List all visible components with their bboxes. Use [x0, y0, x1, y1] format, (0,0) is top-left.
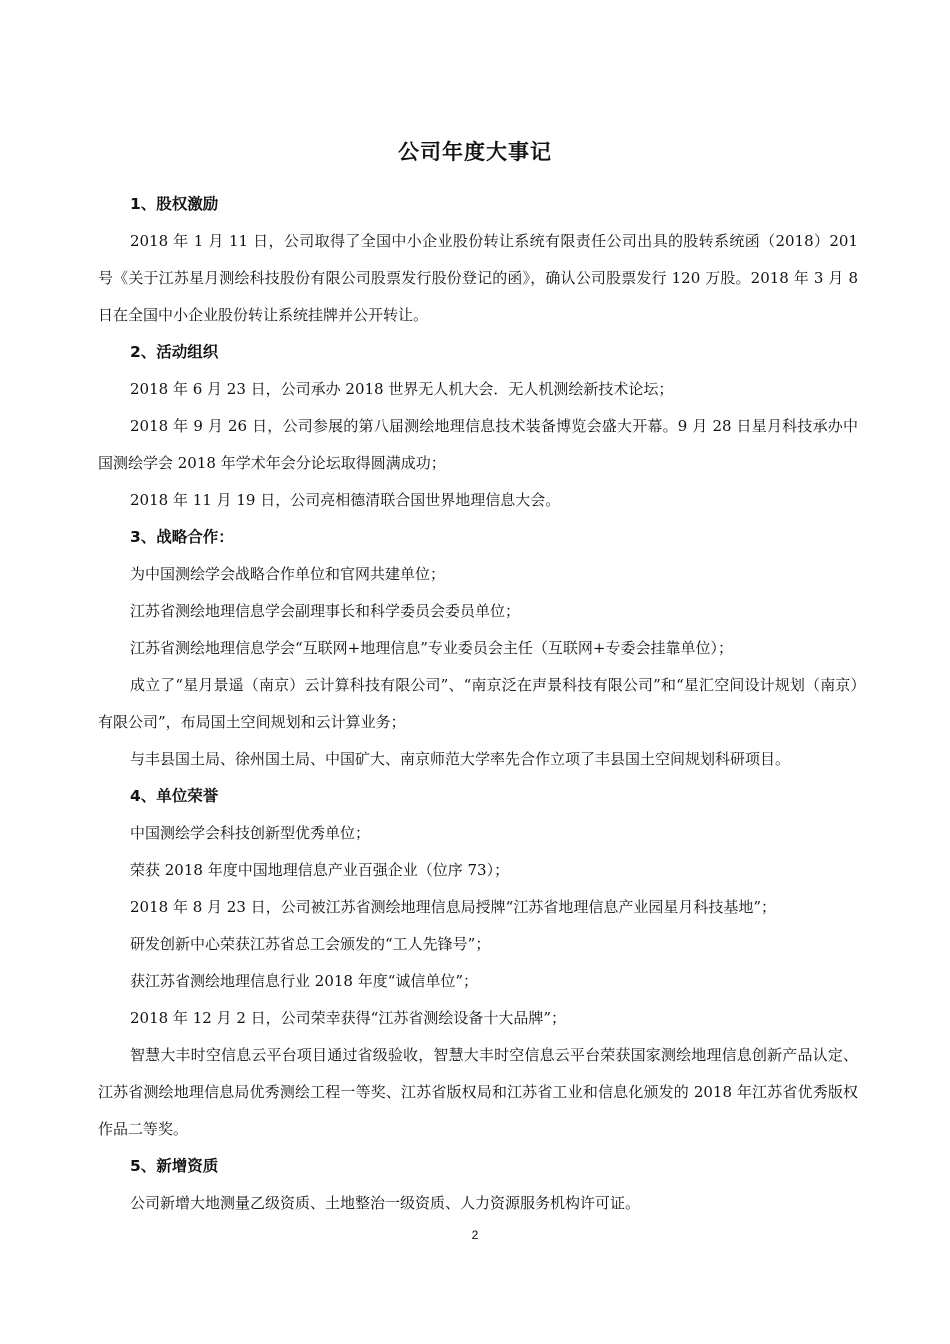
section-new-qualifications	[98, 1148, 858, 1222]
section-heading: 3、战略合作：	[130, 528, 234, 546]
paragraph: 2018 年 9 月 26 日，公司参展的第八届测绘地理信息技术装备博览会盛大开幕。9 月 28 日星月科技承办中国测绘学会 2018 年学术年会分论坛取得圆满成功；	[98, 417, 858, 472]
paragraph: 2018 年 6 月 23 日，公司承办 2018 世界无人机大会．无人机测绘新技术论坛；	[130, 380, 674, 398]
paragraph: 荣获 2018 年度中国地理信息产业百强企业（位序 73）；	[130, 861, 510, 879]
paragraph: 为中国测绘学会战略合作单位和官网共建单位；	[130, 565, 446, 583]
section-heading: 5、新增资质	[130, 1157, 219, 1175]
section-activities	[98, 334, 858, 519]
paragraph: 公司新增大地测量乙级资质、土地整治一级资质、人力资源服务机构许可证。	[130, 1194, 641, 1212]
section-heading: 2、活动组织	[130, 343, 219, 361]
section-strategic-cooperation	[98, 519, 858, 778]
section-heading: 4、单位荣誉	[130, 787, 219, 805]
paragraph: 江苏省测绘地理信息学会副理事长和科学委员会委员单位；	[130, 602, 521, 620]
paragraph: 与丰县国土局、徐州国土局、中国矿大、南京师范大学率先合作立项了丰县国土空间规划科研项目。	[130, 750, 791, 768]
section-heading: 1、股权激励	[130, 195, 219, 213]
paragraph: 智慧大丰时空信息云平台项目通过省级验收，智慧大丰时空信息云平台荣获国家测绘地理信息创新产品认定、江苏省测绘地理信息局优秀测绘工程一等奖、江苏省版权局和江苏省工业和信息化颁发的 2018 年江苏省优秀版权作品二等奖。	[98, 1046, 858, 1138]
paragraph: 中国测绘学会科技创新型优秀单位；	[130, 824, 371, 842]
paragraph: 2018 年 8 月 23 日，公司被江苏省测绘地理信息局授牌“江苏省地理信息产业园星月科技基地”；	[130, 898, 776, 916]
section-honors	[98, 778, 858, 1148]
document-body	[98, 186, 858, 1222]
paragraph: 江苏省测绘地理信息学会“互联网+地理信息”专业委员会主任（互联网+专委会挂靠单位）；	[130, 639, 733, 657]
paragraph: 2018 年 12 月 2 日，公司荣幸获得“江苏省测绘设备十大品牌”；	[130, 1009, 566, 1027]
paragraph: 2018 年 11 月 19 日，公司亮相德清联合国世界地理信息大会。	[130, 491, 561, 509]
paragraph: 2018 年 1 月 11 日，公司取得了全国中小企业股份转让系统有限责任公司出具的股转系统函（2018）201 号《关于江苏星月测绘科技股份有限公司股票发行股份登记的函》，确认公司股票发行 120 万股。2018 年 3 月 8 日在全国中小企业股份转让系统挂牌并公开转让。	[98, 232, 858, 324]
page-number: 2	[471, 1228, 479, 1242]
section-equity-incentive	[98, 186, 858, 334]
paragraph: 获江苏省测绘地理信息行业 2018 年度“诚信单位”；	[130, 972, 479, 990]
document-title: 公司年度大事记	[398, 140, 552, 164]
paragraph: 成立了“星月景遥（南京）云计算科技有限公司”、“南京泛在声景科技有限公司”和“星汇空间设计规划（南京）有限公司”，布局国土空间规划和云计算业务；	[98, 676, 858, 731]
paragraph: 研发创新中心荣获江苏省总工会颁发的“工人先锋号”；	[130, 935, 491, 953]
